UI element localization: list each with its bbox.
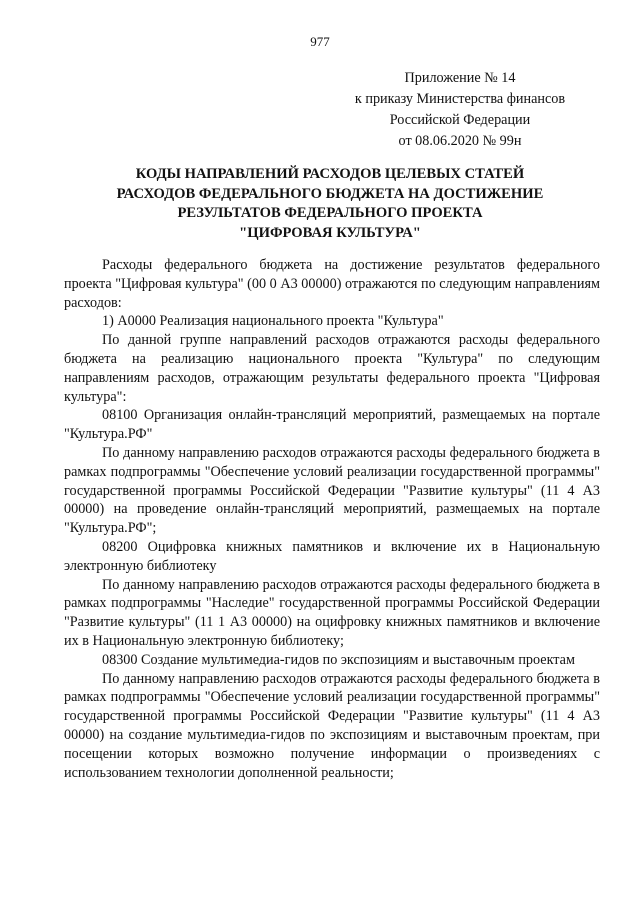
title-line: КОДЫ НАПРАВЛЕНИЙ РАСХОДОВ ЦЕЛЕВЫХ СТАТЕЙ	[135, 166, 525, 182]
document-body	[64, 256, 600, 782]
expense-code-heading: 08200 Оцифровка книжных памятников и включение их в Национальную электронную библиотеку	[64, 538, 600, 574]
expense-code-heading: 08300 Создание мультимедиа-гидов по экспозициям и выставочным проектам	[102, 651, 575, 668]
body-paragraph: По данной группе направлений расходов отражаются расходы федерального бюджета на реализацию национального проекта "Культура" по следующим направлениям расходов, отражающим результаты федерального проекта "Цифровая культура":	[64, 332, 600, 405]
body-paragraph: По данному направлению расходов отражаются расходы федерального бюджета в рамках подпрограммы "Наследие" государственной программы Российской Федерации "Развитие культуры" (11 1 А3 00000) на оцифровку книжных памятников и включение их в Национальную электронную библиотеку;	[64, 576, 600, 649]
appendix-line: Приложение № 14	[404, 70, 516, 86]
title-line: "ЦИФРОВАЯ КУЛЬТУРА"	[239, 224, 421, 241]
appendix-header	[330, 68, 590, 152]
appendix-line: Российской Федерации	[389, 112, 531, 128]
title-line: РАСХОДОВ ФЕДЕРАЛЬНОГО БЮДЖЕТА НА ДОСТИЖЕНИЕ	[116, 185, 544, 202]
appendix-line: к приказу Министерства финансов	[354, 91, 566, 107]
intro-paragraph: Расходы федерального бюджета на достижение результатов федерального проекта "Цифровая культура" (00 0 А3 00000) отражаются по следующим направлениям расходов:	[64, 257, 600, 311]
section-heading: 1) А0000 Реализация национального проекта "Культура"	[102, 313, 444, 330]
body-paragraph: По данному направлению расходов отражаются расходы федерального бюджета в рамках подпрограммы "Обеспечение условий реализации государственной программы" государственной программы Российской Федерации "Развитие культуры" (11 4 А3 00000) на проведение онлайн-трансляций мероприятий, размещаемых на портале "Культура.РФ";	[64, 444, 600, 537]
appendix-line: от 08.06.2020 № 99н	[398, 133, 522, 149]
expense-code-heading: 08100 Организация онлайн-трансляций мероприятий, размещаемых на портале "Культура.РФ"	[64, 407, 600, 443]
title-line: РЕЗУЛЬТАТОВ ФЕДЕРАЛЬНОГО ПРОЕКТА	[177, 205, 483, 221]
page-number: 977	[310, 34, 330, 49]
body-paragraph: По данному направлению расходов отражаются расходы федерального бюджета в рамках подпрограммы "Обеспечение условий реализации государственной программы" государственной программы Российской Федерации "Развитие культуры" (11 4 А3 00000) на создание мультимедиа-гидов по экспозициям и выставочным проектам, при посещении которых возможно получение информации о произведениях с использованием технологии дополненной реальности;	[64, 670, 600, 781]
document-title	[60, 165, 600, 243]
